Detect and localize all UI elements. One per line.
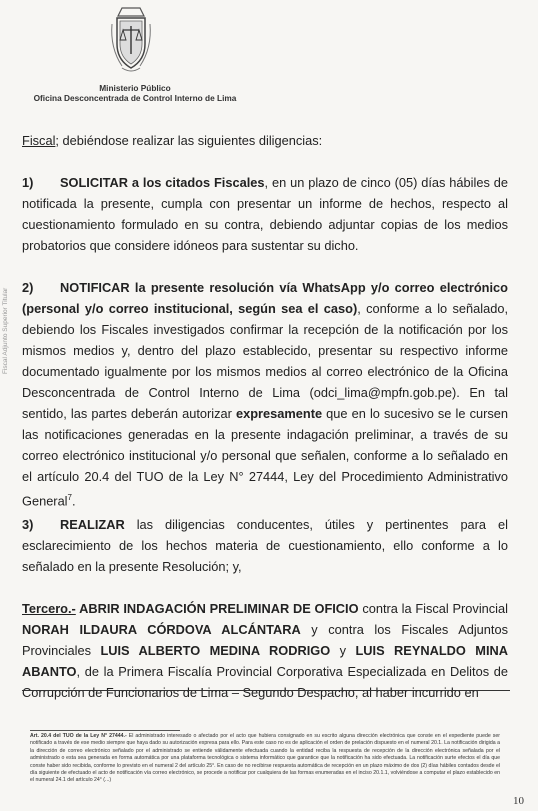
item-2-paragraph bbox=[22, 277, 508, 511]
item-2-text-a: , conforme a lo señalado, debiendo los Fiscales investigados confirmar la recepción de la notificación por los mismos medios y, dentro del plazo establecido, presentar su respectivo informe documentado igualmente por los mismos medios al correo electrónico de la Oficina Desconcentrada de Control Interno de Lima (odci_lima@mpfn.gob.pe). En tal sentido, las partes deberán autorizar bbox=[22, 301, 508, 421]
tercero-t1: ABRIR INDAGACIÓN PRELIMINAR DE OFICIO bbox=[75, 601, 359, 616]
tercero-t4: y contra los Fiscales Adjuntos Provinciales bbox=[22, 622, 508, 658]
item-3-lead: REALIZAR bbox=[60, 517, 125, 532]
item-3-number: 3) bbox=[22, 517, 34, 532]
side-stamp: Fiscal Adjunto Superior Titular bbox=[2, 287, 9, 374]
item-1-lead: SOLICITAR a los citados Fiscales bbox=[60, 175, 265, 190]
item-2-end: . bbox=[71, 493, 76, 509]
item-3-text: las diligencias conducentes, útiles y pertinentes para el esclarecimiento de los hechos materia de cuestionamiento, ello conforme a lo señalado en la presente Resolución; y, bbox=[22, 517, 508, 574]
tercero-label: Tercero.- bbox=[22, 601, 76, 616]
item-3-paragraph bbox=[22, 514, 508, 577]
item-2-emphasis: expresamente bbox=[236, 406, 323, 421]
intro-label: Fiscal bbox=[22, 133, 56, 148]
tercero-t2: contra la Fiscal Provincial bbox=[358, 601, 508, 616]
intro-text: ; debiéndose realizar las siguientes diligencias: bbox=[55, 133, 323, 148]
tercero-t7: LUIS REYNALDO MINA ABANTO bbox=[22, 643, 508, 679]
item-1-number: 1) bbox=[22, 175, 34, 190]
footnote-text: El administrado interesado o afectado por el acto que hubiera consignado en su escrito alguna dirección electrónica que conste en el expediente puede ser notificado a través de ese medio siempre que haya dado su autorización expresa para ello. Para este caso no es de aplicación el orden de prelación dispuesto en el numeral 20.1. La notificación dirigida a la dirección de correo electrónico señalado por el administrado se entiende válidamente efectuada cuando la entidad reciba la respuesta de recepción de la dirección electrónica señalada por el administrado o esta sea generada en forma automática por una plataforma tecnológica o sistema informático que garantice que la notificación ha sido efectuada. La notificación surte efectos el día que conste haber sido recibida, conforme lo previsto en el numeral 2 del artículo 25°. En caso de no recibirse respuesta automática de recepción en un plazo máximo de dos (2) días hábiles contados desde el día siguiente de efectuado el acto de notificación vía correo electrónico, se procede a notificar por cualquiera de las formas enumeradas en el inciso 20.1.1, volviéndose a computar el plazo establecido en el numeral 24.1 del artículo 24° (...) bbox=[30, 733, 500, 784]
item-1-paragraph bbox=[22, 172, 508, 256]
item-2-number: 2) bbox=[22, 280, 34, 295]
divider-line bbox=[22, 690, 510, 691]
tercero-paragraph bbox=[22, 598, 508, 703]
footnote-ref: 7 bbox=[67, 493, 72, 502]
item-2-text-b: que en lo sucesivo se le cursen las notificaciones generadas en la presente indagación preliminar, a través de su correo electrónico institucional y/o personal que señalen, conforme a lo señalado en el artículo 20.4 del TUO de la Ley N° 27444, Ley del Procedimiento Administrativo General bbox=[22, 406, 508, 509]
tercero-t6: y bbox=[330, 643, 356, 658]
footnote-separator bbox=[30, 730, 180, 731]
tercero-t3: NORAH ILDAURA CÓRDOVA ALCÁNTARA bbox=[22, 622, 301, 637]
tercero-t8: , de la Primera Fiscalía Provincial Corporativa Especializada en Delitos de Corrupción de Funcionarios de Lima – Segundo Despacho, al haber incurrido en bbox=[22, 664, 508, 700]
header-office: Oficina Desconcentrada de Control Interno de Lima bbox=[33, 93, 237, 103]
coat-of-arms-icon bbox=[108, 4, 154, 76]
intro-paragraph bbox=[22, 130, 508, 151]
item-1-text: , en un plazo de cinco (05) días hábiles de notificada la presente, cumpla con presentar un informe de hechos, respecto al cuestionamiento formulado en su contra, debiendo adjuntar copias de los medios probatorios que considere idóneos para sustentar su dicho. bbox=[22, 175, 508, 253]
item-2-lead: NOTIFICAR la presente resolución vía WhatsApp y/o correo electrónico (personal y/o correo institucional, según sea el caso) bbox=[22, 280, 508, 316]
tercero-t5: LUIS ALBERTO MEDINA RODRIGO bbox=[100, 643, 331, 658]
header-ministry: Ministerio Público bbox=[99, 83, 171, 93]
footnote bbox=[30, 733, 500, 785]
page-number: 10 bbox=[513, 795, 524, 807]
footnote-title: Art. 20.4 del TUO de la Ley N° 27444.- bbox=[30, 733, 127, 739]
